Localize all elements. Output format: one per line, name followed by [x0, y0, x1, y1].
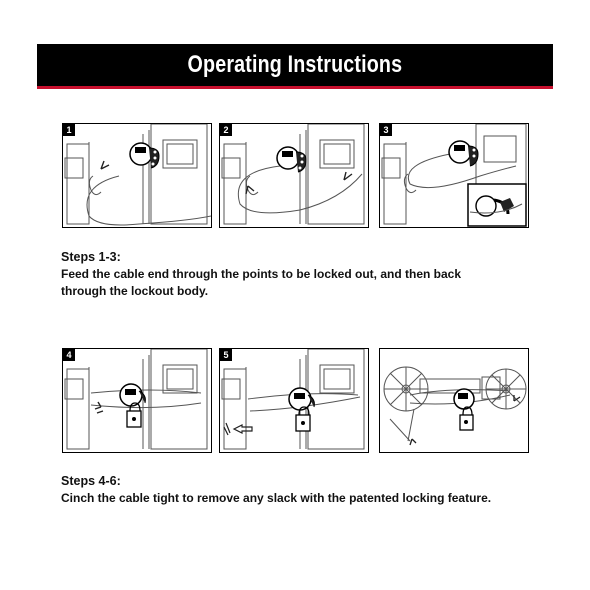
- step-number-badge: 2: [220, 124, 232, 136]
- step-5-illustration: [220, 349, 368, 452]
- steps-1-3-text: [61, 266, 531, 300]
- instruction-panel-5: [219, 348, 369, 453]
- instruction-panel-3: [379, 123, 529, 228]
- instruction-panel-1: [62, 123, 212, 228]
- step-number-badge: 4: [63, 349, 75, 361]
- instruction-panel-2: [219, 123, 369, 228]
- instruction-panel-4: [62, 348, 212, 453]
- page-title: Operating Instructions: [187, 51, 403, 78]
- steps-1-3-line-1: Feed the cable end through the points to be locked out, and then back: [61, 267, 462, 281]
- step-4-illustration: [63, 349, 211, 452]
- step-3-illustration: [380, 124, 528, 227]
- header-accent-line: [37, 86, 553, 89]
- steps-4-6-text: Cinch the cable tight to remove any slack with the patented locking feature.: [61, 491, 492, 505]
- step-2-illustration: [220, 124, 368, 227]
- step-number-badge: 5: [220, 349, 232, 361]
- steps-1-3-heading: Steps 1-3:: [61, 250, 121, 264]
- step-1-illustration: [63, 124, 211, 227]
- header-banner: [37, 44, 553, 86]
- steps-1-3-line-2: through the lockout body.: [61, 284, 209, 298]
- step-6-illustration: [380, 349, 528, 452]
- instruction-panel-6: [379, 348, 529, 453]
- step-number-badge: 3: [380, 124, 392, 136]
- step-number-badge: 1: [63, 124, 75, 136]
- steps-4-6-heading: Steps 4-6:: [61, 474, 121, 488]
